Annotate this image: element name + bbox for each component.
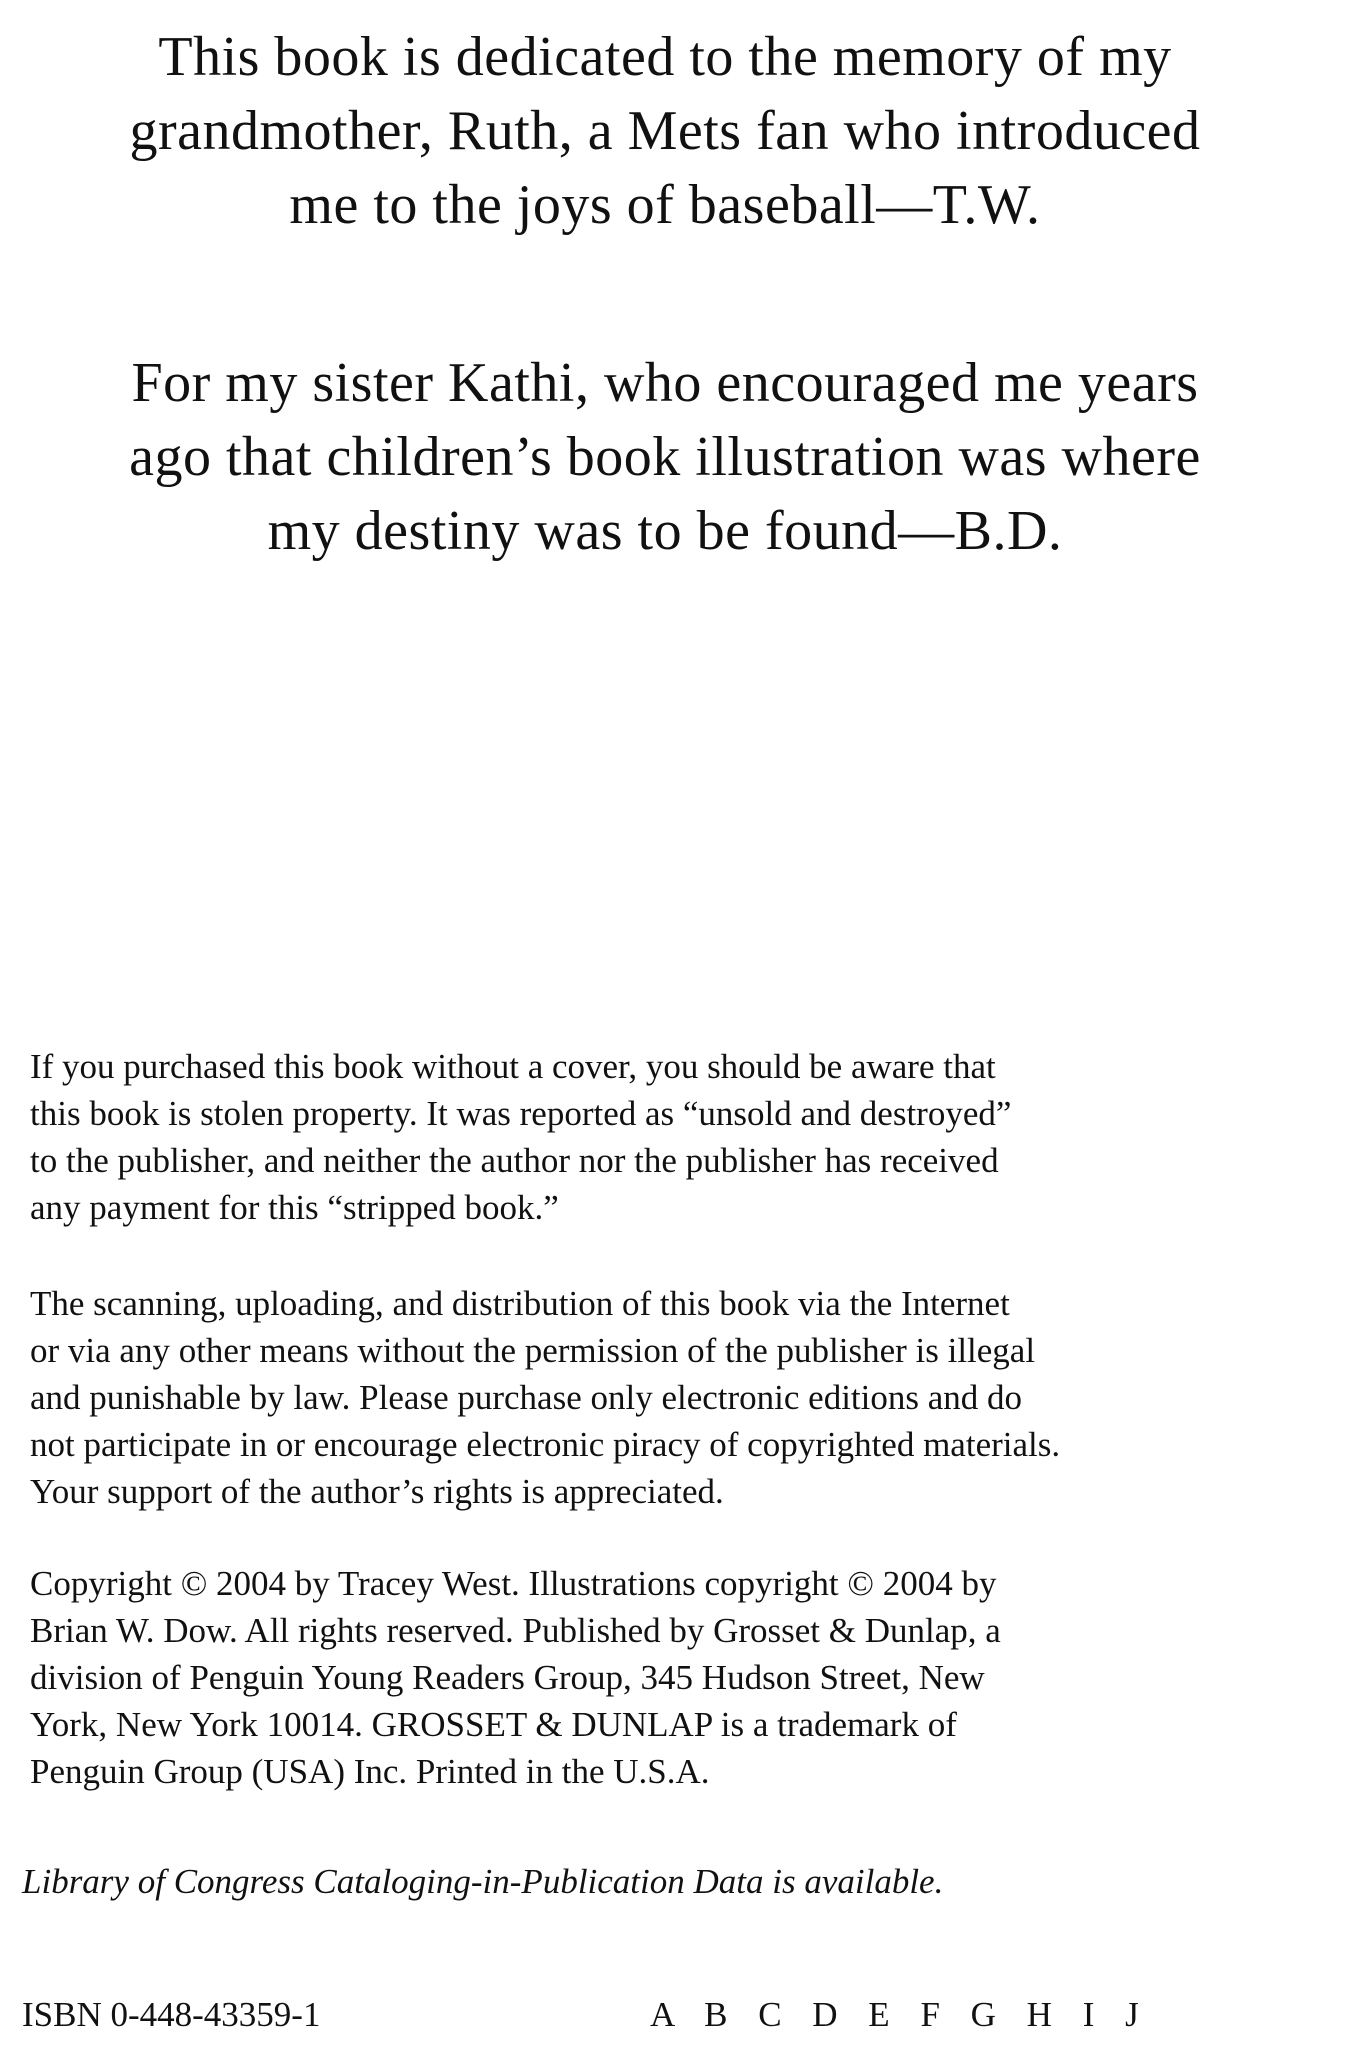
scanning-notice-line: Your support of the author’s rights is appreciated. xyxy=(30,1472,724,1511)
stripped-notice-line: to the publisher, and neither the author nor the publisher has received xyxy=(30,1141,999,1180)
scanning-notice xyxy=(30,1280,1330,1515)
isbn: ISBN 0-448-43359-1 xyxy=(22,1995,321,2034)
scanning-notice-line: or via any other means without the permission of the publisher is illegal xyxy=(30,1331,1036,1370)
dedication-bd-line: ago that children’s book illustration was where xyxy=(129,426,1201,488)
dedication-bd xyxy=(60,346,1270,568)
stripped-notice-line: If you purchased this book without a cover, you should be aware that xyxy=(30,1047,996,1086)
dedication-tw xyxy=(60,20,1270,242)
copyright-notice-line: division of Penguin Young Readers Group, 345 Hudson Street, New xyxy=(30,1658,985,1697)
stripped-book-notice xyxy=(30,1043,1330,1231)
dedication-bd-line: my destiny was to be found—B.D. xyxy=(267,500,1063,562)
scanning-notice-line: The scanning, uploading, and distribution of this book via the Internet xyxy=(30,1284,1010,1323)
scanning-notice-line: and punishable by law. Please purchase only electronic editions and do xyxy=(30,1378,1023,1417)
copyright-notice-line: Copyright © 2004 by Tracey West. Illustrations copyright © 2004 by xyxy=(30,1564,997,1603)
copyright-notice-line: Brian W. Dow. All rights reserved. Published by Grosset & Dunlap, a xyxy=(30,1611,1001,1650)
printing-line: A B C D E F G H I J xyxy=(650,1995,1139,2034)
copyright-notice-line: Penguin Group (USA) Inc. Printed in the U.S.A. xyxy=(30,1752,710,1791)
stripped-notice-line: any payment for this “stripped book.” xyxy=(30,1188,559,1227)
scanning-notice-line: not participate in or encourage electronic piracy of copyrighted materials. xyxy=(30,1425,1061,1464)
copyright-notice-line: York, New York 10014. GROSSET & DUNLAP is a trademark of xyxy=(30,1705,957,1744)
cip-statement: Library of Congress Cataloging-in-Publication Data is available. xyxy=(22,1862,944,1901)
stripped-notice-line: this book is stolen property. It was reported as “unsold and destroyed” xyxy=(30,1094,1012,1133)
dedication-bd-line: For my sister Kathi, who encouraged me years xyxy=(131,352,1199,414)
dedication-tw-line: me to the joys of baseball—T.W. xyxy=(289,174,1041,236)
dedication-tw-line: This book is dedicated to the memory of my xyxy=(158,26,1172,88)
copyright-notice xyxy=(30,1560,1330,1795)
dedication-tw-line: grandmother, Ruth, a Mets fan who introduced xyxy=(129,100,1201,162)
